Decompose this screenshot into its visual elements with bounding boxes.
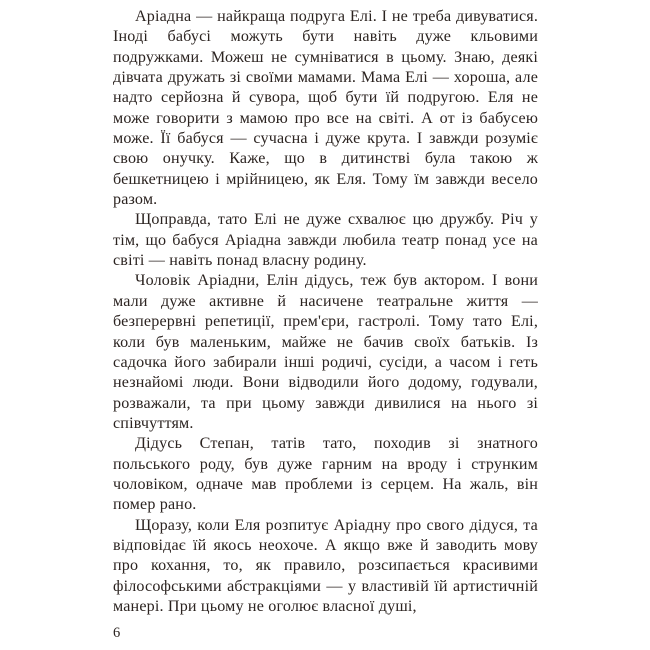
paragraph: Дідусь Степан, татів тато, походив зі знатного польського роду, був дуже гарним на вроду і струнким чоловіком, одначе мав проблеми із серцем. На жаль, він помер рано.: [113, 435, 538, 514]
paragraph: Щоправда, тато Елі не дуже схвалює цю дружбу. Річ у тім, що бабуся Аріадна завжди любила театр понад усе на світі — навіть понад власну родину.: [113, 211, 538, 270]
paragraph: Щоразу, коли Еля розпитує Аріадну про свого дідуся, та відповідає їй якось неохоче. А якщо вже й заводить мову про кохання, то, як правило, розсипається красивими філософськими абстракціями — у властивій їй артистичній манері. При цьому не оголює власної душі,: [113, 516, 538, 615]
paragraph: Аріадна — найкраща подруга Елі. І не треба дивуватися. Іноді бабусі можуть бути навіть дуже кльовими подружками. Можеш не сумніватися в цьому. Знаю, деякі дівчата дружать зі своїми мамами. Мама Елі — хороша, але надто серйозна й сувора, щоб бути їй подругою. Еля не може говорити з мамою про все на світі. А от із бабусею може. Її бабуся — сучасна і дуже крута. І завжди розуміє свою онучку. Каже, що в дитинстві була такою ж бешкетницею і мрійницею, як Еля. Тому їм завжди весело разом.: [113, 8, 538, 209]
page-number: 6: [113, 625, 121, 641]
paragraph: Чоловік Аріадни, Елін дідусь, теж був актором. І вони мали дуже активне й насичене театральне життя — безперервні репетиції, прем'єри, гастролі. Тому тато Елі, коли був маленьким, майже не бачив своїх батьків. Із садочка його забирали інші родичі, сусіди, а часом і геть незнайомі люди. Вони відводили його додому, годували, розважали, та при цьому завжди дивилися на нього зі співчуттям.: [113, 272, 538, 432]
page-text-body: [113, 7, 538, 617]
